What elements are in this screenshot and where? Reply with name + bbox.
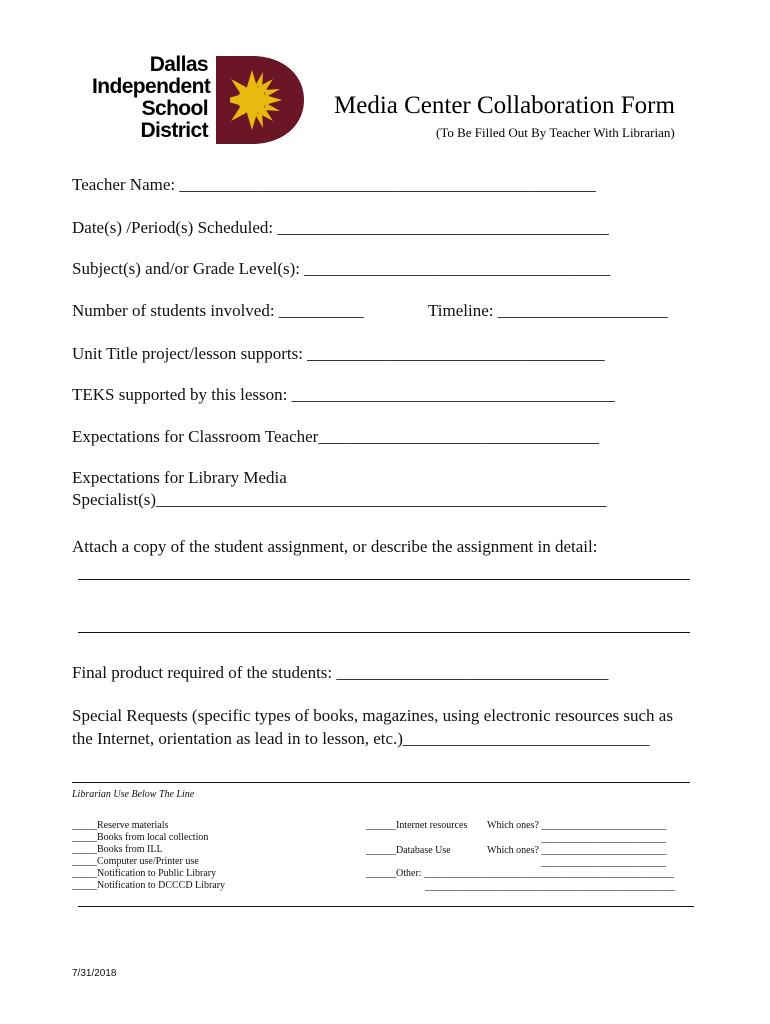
librarian-heading: Librarian Use Below The Line (72, 789, 195, 800)
unit-title-field[interactable]: Unit Title project/lesson supports: ___________________________________ (72, 344, 605, 363)
special-requests-label: Special Requests (specific types of books, magazines, using electronic resources such as (72, 706, 673, 725)
dates-periods-field[interactable]: Date(s) /Period(s) Scheduled: _______________________________________ (72, 218, 609, 237)
teks-field[interactable]: TEKS supported by this lesson: ______________________________________ (72, 385, 615, 404)
district-logo-text (92, 53, 211, 142)
database-which-ones-field[interactable]: Which ones? _________________________ (487, 845, 667, 856)
logo-line-school: School (141, 97, 208, 120)
final-product-field[interactable]: Final product required of the students: ________________________________ (72, 663, 609, 682)
subject-grade-field[interactable]: Subject(s) and/or Grade Level(s): ____________________________________ (72, 259, 611, 278)
logo-line-district: District (140, 119, 208, 142)
checklist-local-books[interactable]: _____Books from local collection (72, 832, 209, 843)
expectations-library-field[interactable]: Specialist(s)_____________________________________________________ (72, 490, 607, 509)
expectations-library-label: Expectations for Library Media (72, 468, 287, 487)
assignment-line-2[interactable] (78, 632, 690, 633)
expectations-teacher-field[interactable]: Expectations for Classroom Teacher_________________________________ (72, 427, 599, 446)
form-title: Media Center Collaboration Form (334, 92, 675, 119)
special-requests-field[interactable]: the Internet, orientation as lead in to lesson, etc.)_____________________________ (72, 729, 650, 748)
checklist-internet-resources[interactable]: ______Internet resources (366, 820, 468, 831)
checklist-computer-use[interactable]: _____Computer use/Printer use (72, 856, 199, 867)
checklist-ill-books[interactable]: _____Books from ILL (72, 844, 163, 855)
attach-assignment-label: Attach a copy of the student assignment, or describe the assignment in detail: (72, 537, 598, 556)
num-students-field[interactable]: Number of students involved: __________ (72, 301, 364, 320)
checklist-dcccd-library[interactable]: _____Notification to DCCCD Library (72, 880, 226, 891)
checklist-reserve-materials[interactable]: _____Reserve materials (72, 820, 169, 831)
form-subtitle: (To Be Filled Out By Teacher With Librarian) (436, 125, 675, 140)
checklist-database-use[interactable]: ______Database Use (366, 845, 451, 856)
assignment-line-1[interactable] (78, 579, 690, 580)
bottom-divider-line (78, 906, 694, 907)
other-line-2[interactable]: __________________________________________________ (425, 881, 675, 892)
district-d-logo-icon (216, 56, 304, 144)
revision-date: 7/31/2018 (72, 968, 117, 979)
internet-which-ones-line-2[interactable]: _________________________ (541, 833, 666, 844)
teacher-name-field[interactable]: Teacher Name: _________________________________________________ (72, 175, 596, 194)
checklist-other-field[interactable]: ______Other: __________________________________________________ (366, 868, 675, 879)
logo-line-independent: Independent (92, 75, 211, 98)
internet-which-ones-field[interactable]: Which ones? _________________________ (487, 820, 667, 831)
librarian-divider-line (72, 782, 690, 783)
logo-line-dallas: Dallas (149, 53, 208, 76)
database-which-ones-line-2[interactable]: _________________________ (541, 857, 666, 868)
checklist-public-library[interactable]: _____Notification to Public Library (72, 868, 217, 879)
timeline-field[interactable]: Timeline: ____________________ (428, 301, 668, 320)
